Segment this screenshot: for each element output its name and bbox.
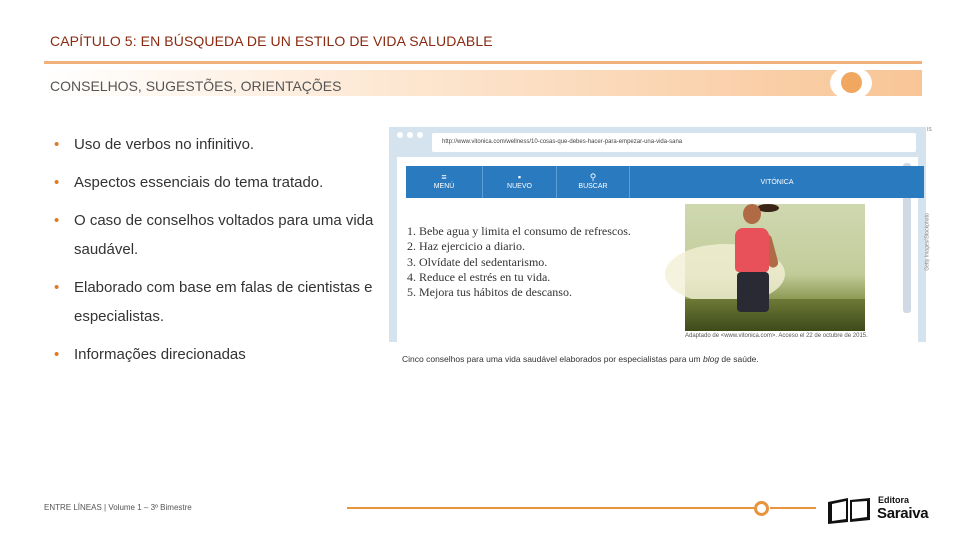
saraiva-logo <box>826 494 940 526</box>
tip-item: 1. Bebe agua y limita el consumo de refrescos. <box>407 224 631 238</box>
bullet-dot-icon: • <box>54 212 60 229</box>
chapter-title: CAPÍTULO 5: EN BÚSQUEDA DE UN ESTILO DE VIDA SALUDABLE <box>50 33 493 49</box>
browser-screenshot-figure <box>389 127 931 342</box>
window-dot-icon <box>397 132 403 138</box>
book-icon <box>826 496 872 524</box>
nav-buscar: ⚲ BUSCAR <box>557 166 630 198</box>
tip-item: 4. Reduce el estrés en tu vida. <box>407 269 551 284</box>
bullet-dot-icon: • <box>54 279 60 296</box>
bullet-item: • O caso de conselhos voltados para uma vida saudável. <box>54 206 374 264</box>
bullet-list <box>54 130 374 378</box>
window-dot-icon <box>407 132 413 138</box>
menu-icon: ≡ <box>441 172 447 182</box>
new-icon: ▪ <box>517 172 522 182</box>
browser-toolbar <box>389 127 926 157</box>
photo-credit-vertical: Getty Images/iStockphoto <box>924 213 931 271</box>
tip-item: 5. Mejora tus hábitos de descanso. <box>407 285 572 300</box>
figure-credit: Adaptado de <www.vitonica.com>. Acceso el 22 de octubre de 2015. <box>685 333 868 339</box>
nav-site-name: VITÓNICA <box>760 179 794 186</box>
bullet-dot-icon: • <box>54 136 60 153</box>
footer-text: ENTRE LÍNEAS | Volume 1 – 3º Bimestre <box>44 503 192 512</box>
runner-photo <box>685 204 865 331</box>
nav-menu: ≡ MENÚ <box>406 166 483 198</box>
search-icon: ⚲ <box>589 172 597 182</box>
band-dot-decoration <box>841 72 862 93</box>
site-navbar <box>406 166 924 198</box>
side-label: IS <box>927 127 932 133</box>
logo-saraiva-text: Saraiva <box>877 505 929 522</box>
logo-editora-text: Editora <box>878 495 910 505</box>
bullet-item: • Aspectos essenciais do tema tratado. <box>54 168 374 197</box>
tip-item: 3. Olvídate del sedentarismo. <box>407 254 548 269</box>
nav-nuevo: ▪ NUEVO <box>483 166 557 198</box>
footer-divider <box>347 507 754 509</box>
section-title: CONSELHOS, SUGESTÕES, ORIENTAÇÕES <box>50 78 342 94</box>
bullet-item: • Informações direcionadas <box>54 340 374 369</box>
footer-circle-decoration <box>754 501 769 516</box>
footer-divider-right <box>770 507 816 509</box>
title-divider <box>44 61 922 64</box>
window-dot-icon <box>417 132 423 138</box>
bullet-dot-icon: • <box>54 174 60 191</box>
figure-caption: Cinco conselhos para uma vida saudável elaborados por especialistas para um blog de saúde. <box>402 354 759 364</box>
browser-frame-left <box>389 157 397 342</box>
bullet-item: • Elaborado com base em falas de cientistas e especialistas. <box>54 273 374 331</box>
bullet-item: • Uso de verbos no infinitivo. <box>54 130 374 159</box>
tips-list <box>407 224 682 300</box>
tip-item: 2. Haz ejercicio a diario. <box>407 239 525 254</box>
address-bar: http://www.vitonica.com/wellness/10-cosas-que-debes-hacer-para-empezar-una-vida-sana <box>432 133 916 152</box>
bullet-dot-icon: • <box>54 346 60 363</box>
